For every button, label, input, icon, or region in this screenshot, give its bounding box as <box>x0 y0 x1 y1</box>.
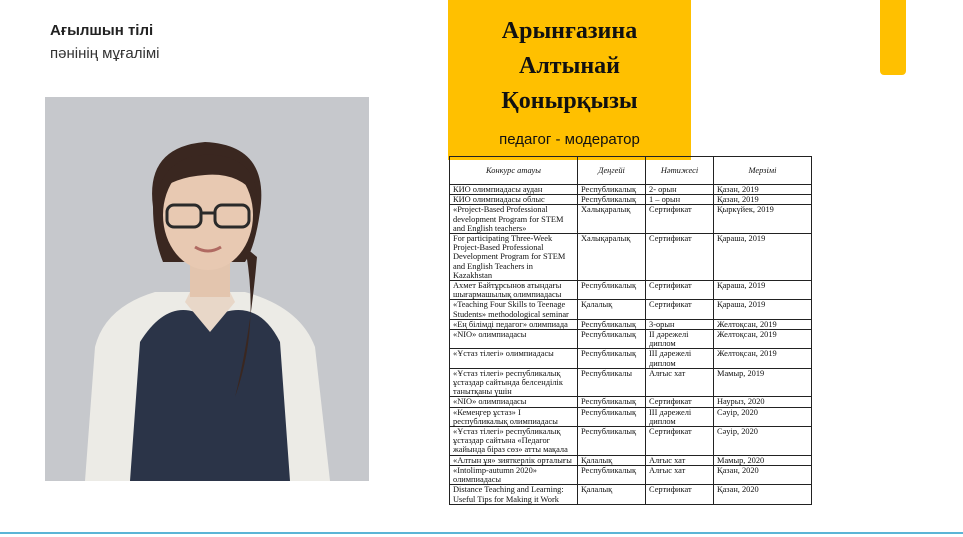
cell-level: Республикалық <box>578 407 646 426</box>
cell-contest: «Кемеңгер ұстаз» I республикалық олимпиадасы <box>450 407 578 426</box>
name-line-2: Алтынай <box>519 53 620 79</box>
table-row <box>450 281 812 300</box>
cell-contest: «Intolimp-autumn 2020» олимпиадасы <box>450 465 578 484</box>
cell-result: 1 – орын <box>646 195 714 205</box>
table-header-row <box>450 157 812 185</box>
cell-date: Қараша, 2019 <box>714 281 812 300</box>
cell-result: Алғыс хат <box>646 455 714 465</box>
cell-result: Алғыс хат <box>646 465 714 484</box>
cell-contest: КИО олимпиадасы облыс <box>450 195 578 205</box>
header-contest: Конкурс атауы <box>450 157 578 185</box>
cell-date: Сәуір, 2020 <box>714 407 812 426</box>
table-row <box>450 234 812 281</box>
cell-date: Желтоқсан, 2019 <box>714 319 812 329</box>
cell-contest: КИО олимпиадасы аудан <box>450 185 578 195</box>
header-level: Деңгейі <box>578 157 646 185</box>
cell-contest: «Project-Based Professional development Program for STEM and English teachers» <box>450 205 578 234</box>
cell-level: Республикалық <box>578 185 646 195</box>
table-row <box>450 485 812 504</box>
cell-result: Сертификат <box>646 234 714 281</box>
table-row <box>450 397 812 407</box>
teacher-name-box <box>448 0 691 160</box>
teacher-photo <box>45 97 369 481</box>
cell-date: Мамыр, 2019 <box>714 368 812 397</box>
cell-result: Сертификат <box>646 205 714 234</box>
table-row <box>450 407 812 426</box>
name-line-1: Арынғазина <box>501 18 638 44</box>
cell-contest: «Ұстаз тілегі» олимпиадасы <box>450 349 578 368</box>
cell-level: Халықаралық <box>578 205 646 234</box>
cell-contest: «Алтын ұя» зияткерлік орталығы <box>450 455 578 465</box>
cell-date: Желтоқсан, 2019 <box>714 330 812 349</box>
cell-level: Халықаралық <box>578 234 646 281</box>
name-line-3: Қонырқызы <box>501 88 638 114</box>
teacher-role: педагог - модератор <box>499 131 640 148</box>
cell-level: Республикалық <box>578 195 646 205</box>
cell-result: III дәрежелі диплом <box>646 349 714 368</box>
cell-contest: Distance Teaching and Learning: Useful Tips for Making it Work <box>450 485 578 504</box>
cell-date: Қазан, 2019 <box>714 185 812 195</box>
cell-date: Қазан, 2020 <box>714 485 812 504</box>
cell-level: Республикалық <box>578 319 646 329</box>
cell-level: Республикалық <box>578 349 646 368</box>
cell-date: Наурыз, 2020 <box>714 397 812 407</box>
cell-level: Республикалық <box>578 427 646 456</box>
cell-result: Сертификат <box>646 281 714 300</box>
cell-contest: «Ең білімді педагог» олимпиада <box>450 319 578 329</box>
cell-result: 3-орын <box>646 319 714 329</box>
cell-date: Қазан, 2020 <box>714 465 812 484</box>
header-result: Нәтижесі <box>646 157 714 185</box>
table-row <box>450 300 812 319</box>
cell-contest: «Ұстаз тілегі» республикалық ұстаздар сайтына «Педагог жайында біраз сөз» атты мақала <box>450 427 578 456</box>
cell-date: Қазан, 2019 <box>714 195 812 205</box>
cell-date: Мамыр, 2020 <box>714 455 812 465</box>
table-row <box>450 319 812 329</box>
subject-line-2: пәнінің мұғалімі <box>50 45 160 62</box>
cell-contest: For participating Three-Week Project-Based Professional Development Program for STEM and English Teachers in Kazakhstan <box>450 234 578 281</box>
table-row <box>450 427 812 456</box>
cell-date: Қараша, 2019 <box>714 300 812 319</box>
cell-level: Республикалық <box>578 330 646 349</box>
cell-contest: «NIO» олимпиадасы <box>450 330 578 349</box>
bottom-divider <box>0 532 963 534</box>
table-row <box>450 455 812 465</box>
table-body <box>450 185 812 505</box>
table-row <box>450 185 812 195</box>
cell-result: III дәрежелі диплом <box>646 407 714 426</box>
cell-level: Қалалық <box>578 455 646 465</box>
teacher-name <box>448 0 691 119</box>
accent-bar <box>880 0 906 75</box>
achievements-table-wrap <box>449 156 811 505</box>
cell-result: II дәрежелі диплом <box>646 330 714 349</box>
cell-contest: «Ұстаз тілегі» республикалық ұстаздар сайтында белсенділік танытқаны үшін <box>450 368 578 397</box>
subject-label <box>50 22 160 62</box>
cell-result: Сертификат <box>646 485 714 504</box>
cell-level: Қалалық <box>578 300 646 319</box>
header-date: Мерзімі <box>714 157 812 185</box>
table-row <box>450 195 812 205</box>
table-row <box>450 330 812 349</box>
table-row <box>450 368 812 397</box>
cell-level: Қалалық <box>578 485 646 504</box>
cell-result: Сертификат <box>646 300 714 319</box>
cell-contest: Ахмет Байтұрсынов атындағы шығармашылық олимпиадасы <box>450 281 578 300</box>
subject-line-1: Ағылшын тілі <box>50 22 154 39</box>
table-row <box>450 205 812 234</box>
cell-contest: «NIO» олимпиадасы <box>450 397 578 407</box>
cell-date: Сәуір, 2020 <box>714 427 812 456</box>
table-row <box>450 349 812 368</box>
table-row <box>450 465 812 484</box>
achievements-table <box>449 156 812 505</box>
cell-level: Республикалы <box>578 368 646 397</box>
cell-contest: «Teaching Four Skills to Teenage Students» methodological seminar <box>450 300 578 319</box>
cell-result: Сертификат <box>646 427 714 456</box>
cell-level: Республикалық <box>578 465 646 484</box>
cell-date: Қыркүйек, 2019 <box>714 205 812 234</box>
cell-date: Қараша, 2019 <box>714 234 812 281</box>
cell-result: Сертификат <box>646 397 714 407</box>
cell-level: Республикалық <box>578 281 646 300</box>
cell-result: Алғыс хат <box>646 368 714 397</box>
teacher-portrait-image <box>45 97 369 481</box>
cell-date: Желтоқсан, 2019 <box>714 349 812 368</box>
cell-level: Республикалық <box>578 397 646 407</box>
cell-result: 2- орын <box>646 185 714 195</box>
